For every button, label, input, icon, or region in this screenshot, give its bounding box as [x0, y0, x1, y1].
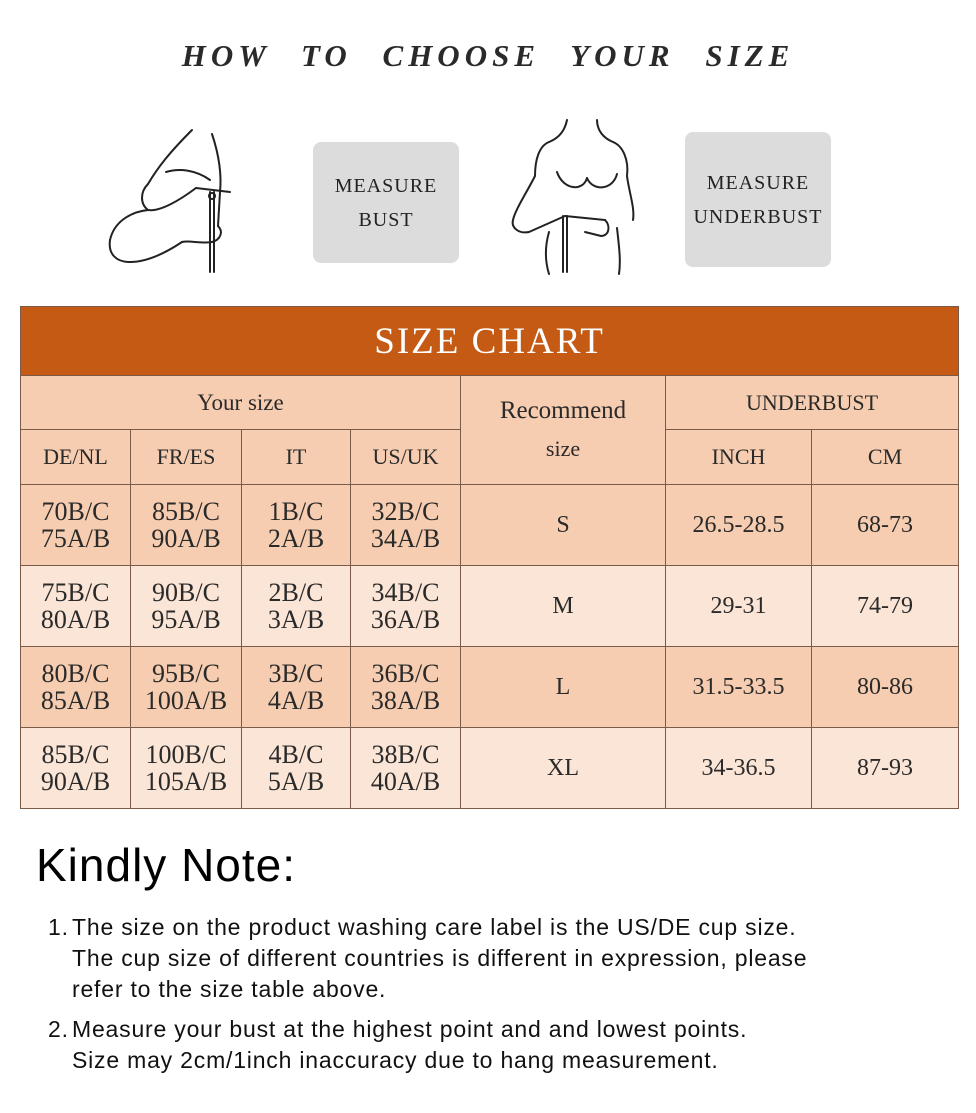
measure-underbust-label-line2: UNDERBUST — [693, 205, 823, 228]
measure-bust-label — [313, 142, 459, 263]
recommend-line2: size — [545, 436, 581, 461]
note-item — [48, 912, 948, 1005]
table-row — [21, 647, 959, 728]
fr-es-cell: 100B/C 105A/B — [131, 728, 242, 809]
recommend-line1: Recommend — [499, 397, 627, 424]
note-item — [48, 1014, 948, 1076]
inch-cell: 26.5-28.5 — [666, 485, 812, 566]
woman-measuring-underbust-illustration — [505, 116, 645, 276]
page-title: HOW TO CHOOSE YOUR SIZE — [181, 38, 795, 73]
cm-cell: 68-73 — [812, 485, 959, 566]
fr-es-cell: 90B/C 95A/B — [131, 566, 242, 647]
recommend-size-header — [461, 376, 666, 485]
table-row — [21, 728, 959, 809]
inch-cell: 31.5-33.5 — [666, 647, 812, 728]
note-text — [72, 1014, 747, 1076]
it-cell: 4B/C 5A/B — [242, 728, 351, 809]
de-nl-cell: 80B/C 85A/B — [21, 647, 131, 728]
table-row — [21, 566, 959, 647]
woman-measuring-bust-illustration — [100, 122, 240, 277]
de-nl-cell: 85B/C 90A/B — [21, 728, 131, 809]
note-line: refer to the size table above. — [72, 976, 387, 1002]
note-list — [48, 912, 948, 1085]
us-uk-cell: 36B/C 38A/B — [351, 647, 461, 728]
note-line: The size on the product washing care label is the US/DE cup size. — [72, 914, 797, 940]
inch-cell: 29-31 — [666, 566, 812, 647]
fr-es-cell: 95B/C 100A/B — [131, 647, 242, 728]
it-cell: 1B/C 2A/B — [242, 485, 351, 566]
col-cm: CM — [812, 430, 959, 485]
table-row — [21, 485, 959, 566]
cm-cell: 87-93 — [812, 728, 959, 809]
col-us-uk: US/UK — [351, 430, 461, 485]
recommend-size-cell: L — [461, 647, 666, 728]
cm-cell: 74-79 — [812, 566, 959, 647]
note-text — [72, 912, 807, 1005]
size-chart-table — [20, 306, 959, 809]
de-nl-cell: 70B/C 75A/B — [21, 485, 131, 566]
recommend-size-cell: M — [461, 566, 666, 647]
col-it: IT — [242, 430, 351, 485]
recommend-size-cell: XL — [461, 728, 666, 809]
note-number: 1. — [48, 914, 69, 940]
us-uk-cell: 32B/C 34A/B — [351, 485, 461, 566]
col-fr-es: FR/ES — [131, 430, 242, 485]
measure-bust-label-line2: BUST — [358, 208, 414, 231]
fr-es-cell: 85B/C 90A/B — [131, 485, 242, 566]
kindly-note-heading: Kindly Note: — [36, 839, 297, 891]
inch-cell: 34-36.5 — [666, 728, 812, 809]
recommend-size-cell: S — [461, 485, 666, 566]
note-number: 2. — [48, 1016, 69, 1042]
col-inch: INCH — [666, 430, 812, 485]
measure-bust-label-line1: MEASURE — [334, 174, 438, 197]
note-line: Measure your bust at the highest point and and lowest points. — [72, 1016, 748, 1042]
col-de-nl: DE/NL — [21, 430, 131, 485]
it-cell: 2B/C 3A/B — [242, 566, 351, 647]
measure-underbust-label — [685, 132, 831, 267]
us-uk-cell: 38B/C 40A/B — [351, 728, 461, 809]
us-uk-cell: 34B/C 36A/B — [351, 566, 461, 647]
cm-cell: 80-86 — [812, 647, 959, 728]
measure-underbust-label-line1: MEASURE — [706, 171, 810, 194]
underbust-header: UNDERBUST — [666, 376, 959, 430]
de-nl-cell: 75B/C 80A/B — [21, 566, 131, 647]
note-line: The cup size of different countries is different in expression, please — [72, 945, 808, 971]
size-chart-title: SIZE CHART — [21, 307, 959, 376]
it-cell: 3B/C 4A/B — [242, 647, 351, 728]
note-line: Size may 2cm/1inch inaccuracy due to hang measurement. — [72, 1047, 719, 1073]
your-size-header: Your size — [21, 376, 461, 430]
